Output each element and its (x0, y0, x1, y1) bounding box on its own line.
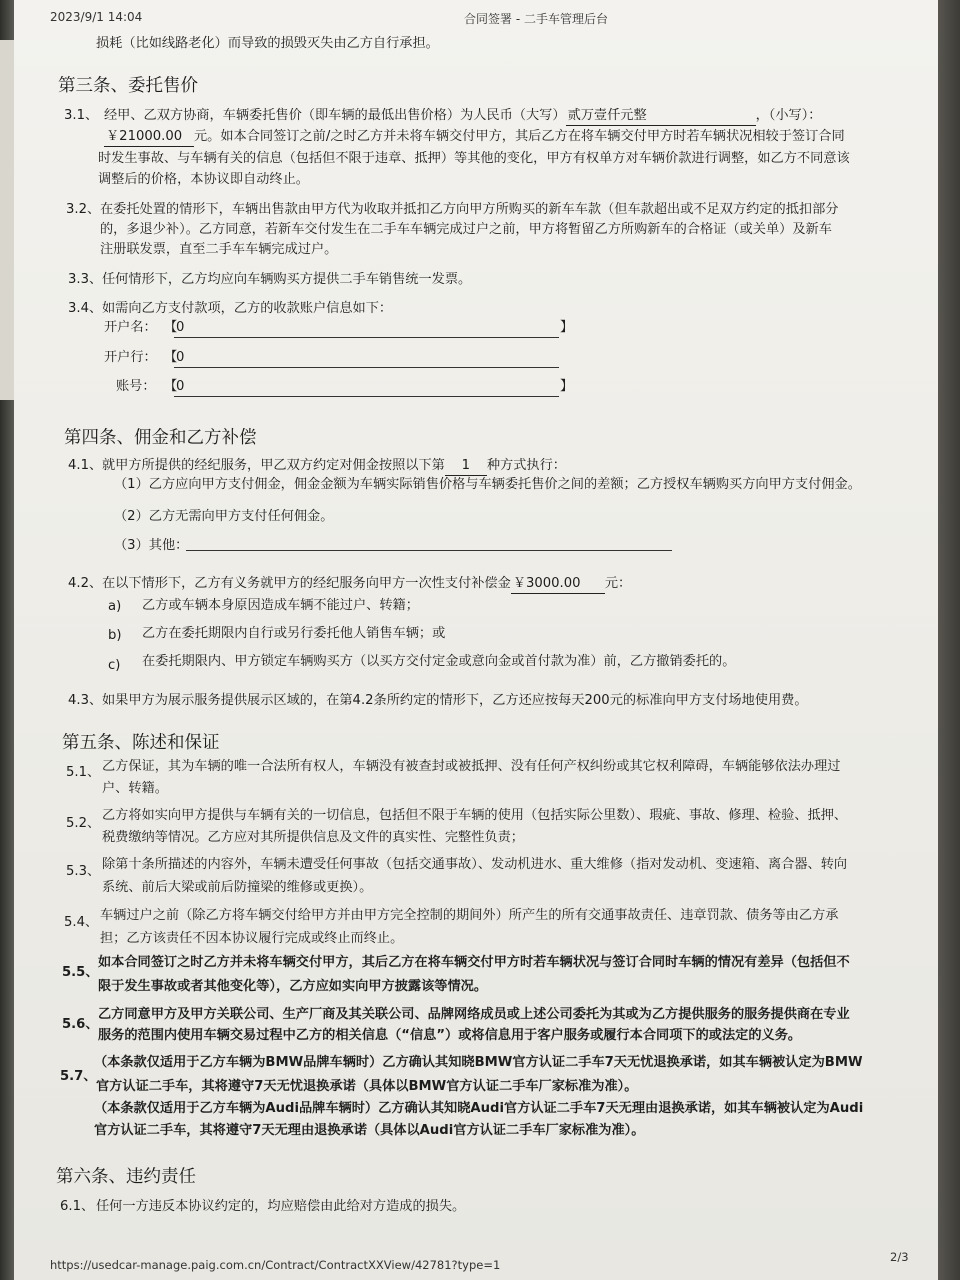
clause-5-7-line-3: （本条款仅适用于乙方车辆为Audi品牌车辆时）乙方确认其知晓Audi官方认证二手车7天无理由退换承诺，如其车辆被认定为Audi (94, 1101, 864, 1116)
contract-page (14, 0, 938, 1280)
clause-3-3-text: 任何情形下，乙方均应向车辆购买方提供二手车销售统一发票。 (102, 272, 472, 287)
account-bank-bracket-open: 【 (164, 350, 178, 365)
clause-3-2-number: 3.2、 (66, 202, 101, 217)
clause-5-3-line-1: 除第十条所描述的内容外，车辆未遭受任何事故（包括交通事故）、发动机进水、重大维修（指对发动机、变速箱、离合器、转向 (102, 857, 848, 872)
clause-5-2-line-2: 税费缴纳等情况。乙方应对其所提供信息及文件的真实性、完整性负责； (102, 830, 524, 845)
clause-4-2-line (102, 574, 631, 594)
account-name-bracket-close: 】 (560, 320, 574, 335)
clause-5-4-line-2: 担；乙方该责任不因本协议履行完成或终止而终止。 (100, 931, 404, 946)
clause-3-1-text-a: 经甲、乙双方协商，车辆委托售价（即车辆的最低出售价格）为人民币（大写） (104, 108, 566, 123)
clause-5-4-number: 5.4、 (64, 915, 99, 930)
clause-5-1-line-2: 户、转籍。 (102, 781, 168, 796)
page-number: 2/3 (890, 1250, 909, 1264)
print-title: 合同签署 - 二手车管理后台 (464, 12, 608, 26)
section-3-title: 第三条、委托售价 (58, 76, 198, 96)
clause-4-2-text-b: 元： (604, 576, 632, 591)
clause-6-1-number: 6.1、 (60, 1199, 95, 1214)
item-b-text: 乙方在委托期限内自行或另行委托他人销售车辆；或 (142, 626, 446, 641)
clause-5-5-line-2: 限于发生事故或者其他变化等），乙方应如实向甲方披露该等情况。 (98, 979, 488, 994)
section-4-title: 第四条、佣金和乙方补偿 (64, 428, 257, 448)
clause-5-7-number: 5.7、 (60, 1069, 97, 1084)
item-a-text: 乙方或车辆本身原因造成车辆不能过户、转籍； (142, 598, 419, 613)
print-datetime: 2023/9/1 14:04 (50, 10, 143, 24)
clause-4-1-text-b: 种方式执行： (486, 458, 566, 473)
account-name-bracket-open: 【 (164, 320, 178, 335)
clause-5-7-line-4: 官方认证二手车，其将遵守7天无理由退换承诺（具体以Audi官方认证二手车厂家标准为准）。 (94, 1123, 645, 1138)
clause-5-7-line-2: 官方认证二手车，其将遵守7天无忧退换承诺（具体以BMW官方认证二手车厂家标准为准）。 (96, 1079, 638, 1094)
account-number-label: 账号： (116, 379, 156, 394)
commission-option-1: （1）乙方应向甲方支付佣金，佣金金额为车辆实际销售价格与车辆委托售价之间的差额；乙方授权车辆购买方向甲方支付佣金。 (114, 477, 861, 492)
clause-3-1-line-1 (104, 106, 822, 126)
item-a-label: a) (108, 599, 122, 614)
price-in-words: 贰万壹仟元整 (566, 106, 756, 126)
clause-3-1-text-c: 元。如本合同签订之前/之时乙方并未将车辆交付甲方，其后乙方在将车辆交付甲方时若车辆状况相较于签订合同 (194, 129, 845, 144)
account-bank-value: 0 (176, 350, 185, 365)
clause-3-2-line-1: 在委托处置的情形下，车辆出售款由甲方代为收取并抵扣乙方向甲方所购买的新车车款（但车款超出或不足双方约定的抵扣部分 (100, 202, 839, 217)
clause-4-1-text-a: 就甲方所提供的经纪服务，甲乙双方约定对佣金按照以下第 (102, 458, 445, 473)
clause-4-1-number: 4.1、 (68, 458, 103, 473)
clause-5-2-number: 5.2、 (66, 816, 101, 831)
clause-5-6-number: 5.6、 (62, 1017, 99, 1032)
item-c-label: c) (108, 658, 121, 673)
item-c-text: 在委托期限内、甲方锁定车辆购买方（以买方交付定金或意向金或首付款为准）前，乙方撤销委托的。 (142, 654, 736, 669)
clause-4-2-text-a: 在以下情形下，乙方有义务就甲方的经纪服务向甲方一次性支付补偿金 (102, 576, 511, 591)
clause-3-4-number: 3.4、 (68, 301, 103, 316)
clause-5-3-line-2: 系统、前后大梁或前后防撞梁的维修或更换）。 (102, 880, 373, 895)
clause-5-1-number: 5.1、 (66, 765, 101, 780)
clause-3-4-text: 如需向乙方支付款项，乙方的收款账户信息如下： (102, 301, 393, 316)
clause-4-2-number: 4.2、 (68, 576, 103, 591)
account-bank-underline (174, 367, 559, 368)
commission-method-choice: 1 (445, 456, 487, 476)
clause-3-1-line-2 (104, 127, 845, 147)
clause-3-1-text-b: ，（小写）： (755, 108, 822, 123)
clause-4-3-number: 4.3、 (68, 693, 103, 708)
clause-5-3-number: 5.3、 (66, 864, 101, 879)
account-bank-label: 开户行： (104, 350, 157, 365)
carry-over-line: 损耗（比如线路老化）而导致的损毁灭失由乙方自行承担。 (96, 36, 439, 51)
item-b-label: b) (108, 628, 122, 643)
clause-3-3-number: 3.3、 (68, 272, 103, 287)
clause-5-2-line-1: 乙方将如实向甲方提供与车辆有关的一切信息，包括但不限于车辆的使用（包括实际公里数）、瑕疵、事故、修理、检验、抵押、 (102, 808, 848, 823)
account-name-value: 0 (176, 320, 185, 335)
clause-4-1-line (102, 456, 566, 476)
clause-5-5-number: 5.5、 (62, 965, 99, 980)
clause-5-6-line-2: 服务的范围内使用车辆交易过程中乙方的相关信息（“信息”）或将信息用于客户服务或履行本合同项下的或法定的义务。 (98, 1028, 802, 1043)
clause-3-1-line-3: 时发生事故、与车辆有关的信息（包括但不限于违章、抵押）等其他的变化，甲方有权单方对车辆价款进行调整，如乙方不同意该 (98, 151, 850, 166)
commission-option-3: （3）其他： (114, 538, 189, 553)
section-6-title: 第六条、违约责任 (56, 1167, 196, 1187)
account-number-underline (174, 396, 559, 397)
account-name-underline (174, 337, 559, 338)
clause-3-1-line-4: 调整后的价格，本协议即自动终止。 (98, 172, 309, 187)
account-name-label: 开户名： (104, 320, 157, 335)
clause-5-7-line-1: （本条款仅适用于乙方车辆为BMW品牌车辆时）乙方确认其知晓BMW官方认证二手车7天无忧退换承诺，如其车辆被认定为BMW (94, 1055, 863, 1070)
account-number-bracket-close: 】 (560, 379, 574, 394)
clause-6-1-text: 任何一方违反本协议约定的，均应赔偿由此给对方造成的损失。 (96, 1199, 466, 1214)
print-url: https://usedcar-manage.paig.com.cn/Contract/ContractXXView/42781?type=1 (50, 1258, 501, 1272)
clause-5-6-line-1: 乙方同意甲方及甲方关联公司、生产厂商及其关联公司、品牌网络成员或上述公司委托为其或为乙方提供服务的服务提供商在专业 (98, 1007, 850, 1022)
compensation-amount: ￥3000.00 (511, 574, 605, 594)
price-in-figures: ￥21000.00 (104, 127, 194, 147)
clause-3-2-line-2: 的，多退少补）。乙方同意，若新车交付发生在二手车车辆完成过户之前，甲方将暂留乙方所购新车的合格证（或关单）及新车 (100, 222, 832, 237)
account-number-value: 0 (176, 379, 185, 394)
commission-option-2: （2）乙方无需向甲方支付任何佣金。 (114, 509, 334, 524)
section-5-title: 第五条、陈述和保证 (62, 733, 220, 753)
clause-5-5-line-1: 如本合同签订之时乙方并未将车辆交付甲方，其后乙方在将车辆交付甲方时若车辆状况与签订合同时车辆的情况有差异（包括但不 (98, 955, 850, 970)
clause-3-1-number: 3.1、 (64, 108, 99, 123)
clause-5-4-line-1: 车辆过户之前（除乙方将车辆交付给甲方并由甲方完全控制的期间外）所产生的所有交通事故责任、违章罚款、债务等由乙方承 (100, 908, 839, 923)
commission-option-3-blank (186, 550, 672, 551)
clause-3-2-line-3: 注册联发票，直至二手车车辆完成过户。 (100, 242, 338, 257)
clause-4-3-text: 如果甲方为展示服务提供展示区域的，在第4.2条所约定的情形下，乙方还应按每天200元的标准向甲方支付场地使用费。 (102, 693, 808, 708)
account-number-bracket-open: 【 (164, 379, 178, 394)
clause-5-1-line-1: 乙方保证，其为车辆的唯一合法所有权人，车辆没有被查封或被抵押、没有任何产权纠纷或其它权利障碍，车辆能够依法办理过 (102, 759, 841, 774)
